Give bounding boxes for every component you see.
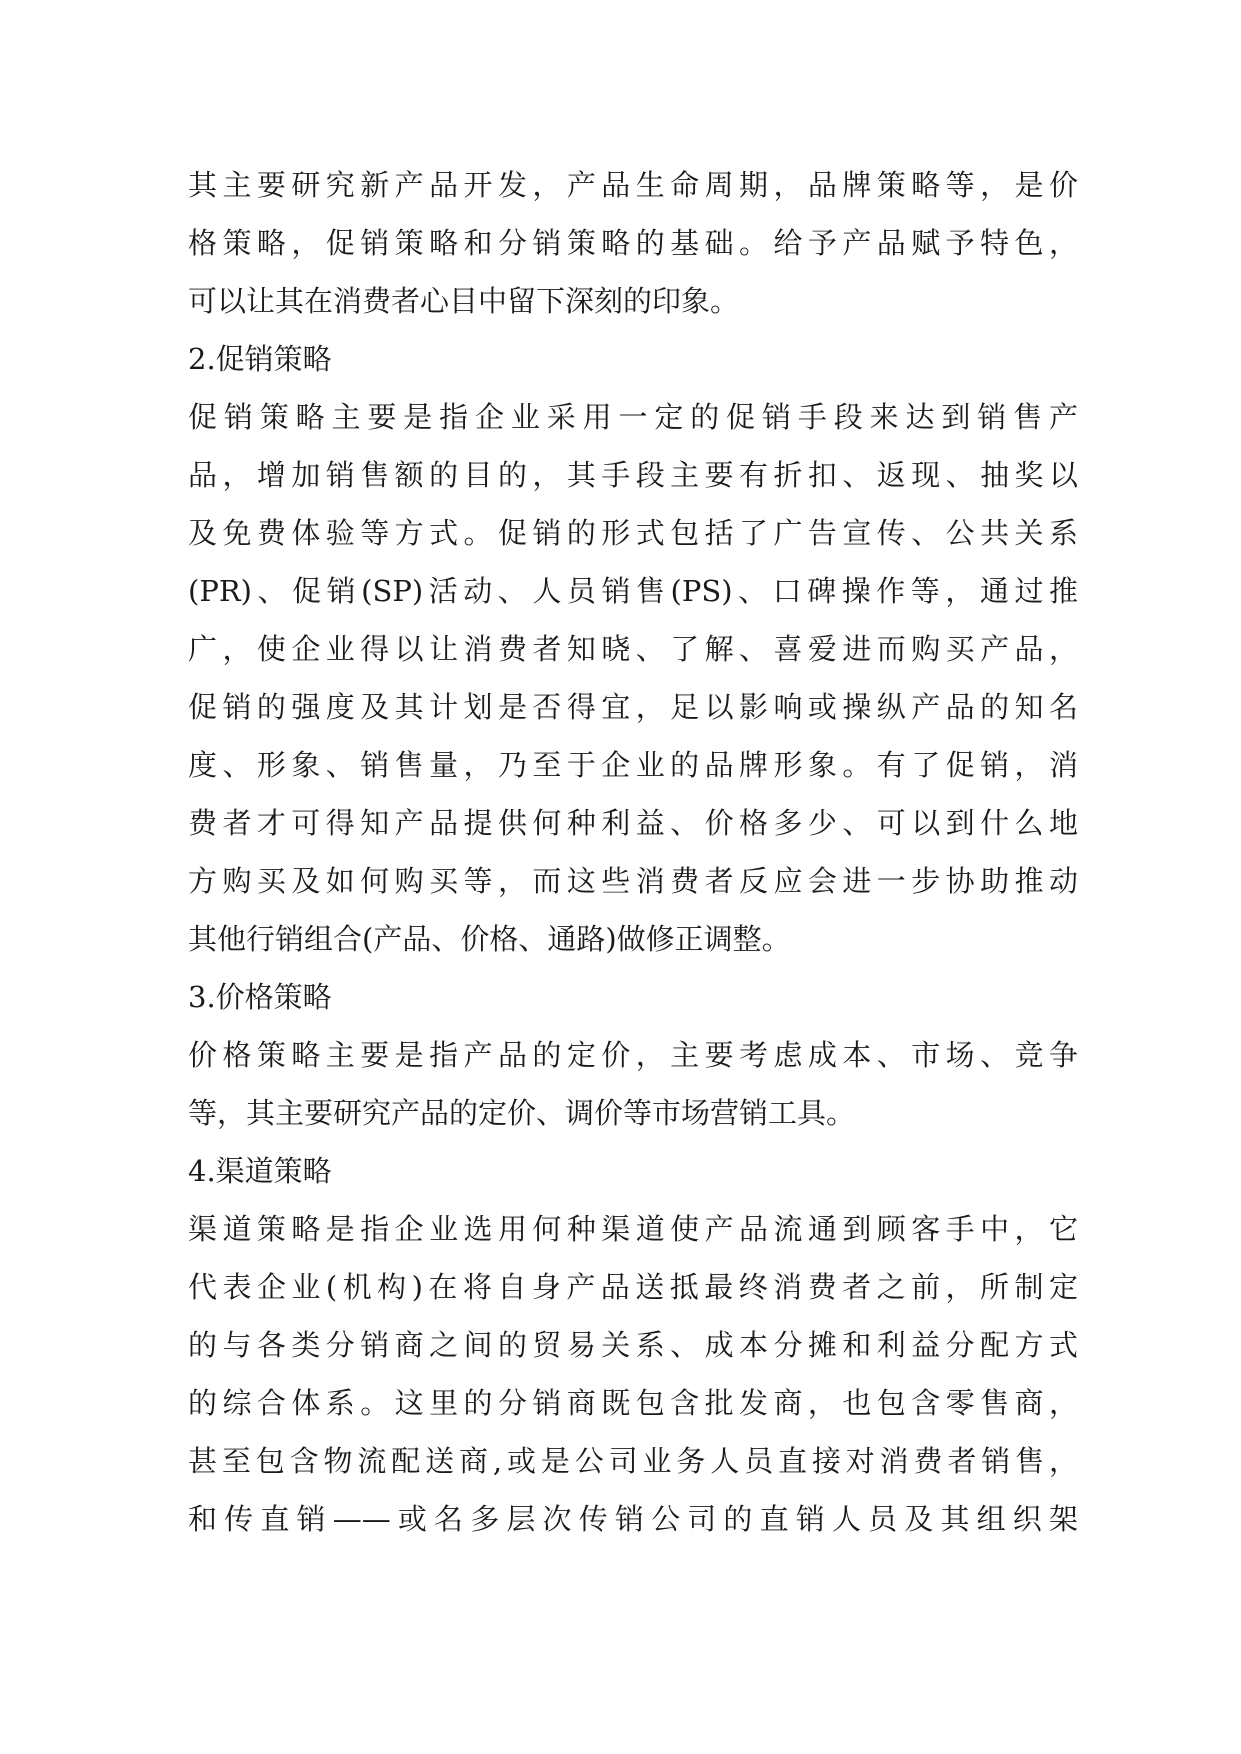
paragraph-line: 甚至包含物流配送商,或是公司业务人员直接对消费者销售， bbox=[188, 1444, 1078, 1478]
paragraph-line: 格策略，促销策略和分销策略的基础。给予产品赋予特色， bbox=[188, 226, 1078, 260]
paragraph-line: 其主要研究新产品开发，产品生命周期，品牌策略等，是价 bbox=[188, 168, 1078, 202]
section-heading-promotion: 2.促销策略 bbox=[188, 342, 332, 376]
paragraph-line: 可以让其在消费者心目中留下深刻的印象。 bbox=[188, 284, 740, 318]
paragraph-line: 的综合体系。这里的分销商既包含批发商，也包含零售商， bbox=[188, 1386, 1078, 1420]
paragraph-line: 度、形象、销售量，乃至于企业的品牌形象。有了促销，消 bbox=[188, 748, 1078, 782]
paragraph-line: 品，增加销售额的目的，其手段主要有折扣、返现、抽奖以 bbox=[188, 458, 1078, 492]
paragraph-line: 和传直销——或名多层次传销公司的直销人员及其组织架 bbox=[188, 1502, 1078, 1536]
paragraph-line: 方购买及如何购买等，而这些消费者反应会进一步协助推动 bbox=[188, 864, 1078, 898]
paragraph-line: 价格策略主要是指产品的定价，主要考虑成本、市场、竞争 bbox=[188, 1038, 1078, 1072]
paragraph-line: 渠道策略是指企业选用何种渠道使产品流通到顾客手中，它 bbox=[188, 1212, 1078, 1246]
paragraph-line: 费者才可得知产品提供何种利益、价格多少、可以到什么地 bbox=[188, 806, 1078, 840]
document-body bbox=[188, 156, 1078, 1548]
paragraph-line: 及免费体验等方式。促销的形式包括了广告宣传、公共关系 bbox=[188, 516, 1078, 550]
section-heading-price: 3.价格策略 bbox=[188, 980, 332, 1014]
paragraph-line: 代表企业(机构)在将自身产品送抵最终消费者之前，所制定 bbox=[188, 1270, 1078, 1304]
paragraph-line: 其他行销组合(产品、价格、通路)做修正调整。 bbox=[188, 922, 791, 956]
paragraph-line: (PR)、促销(SP)活动、人员销售(PS)、口碑操作等，通过推 bbox=[188, 574, 1078, 608]
paragraph-line: 促销的强度及其计划是否得宜，足以影响或操纵产品的知名 bbox=[188, 690, 1078, 724]
paragraph-line: 等，其主要研究产品的定价、调价等市场营销工具。 bbox=[188, 1096, 856, 1130]
paragraph-line: 的与各类分销商之间的贸易关系、成本分摊和利益分配方式 bbox=[188, 1328, 1078, 1362]
paragraph-line: 广，使企业得以让消费者知晓、了解、喜爱进而购买产品， bbox=[188, 632, 1078, 666]
section-heading-channel: 4.渠道策略 bbox=[188, 1154, 332, 1188]
paragraph-line: 促销策略主要是指企业采用一定的促销手段来达到销售产 bbox=[188, 400, 1078, 434]
